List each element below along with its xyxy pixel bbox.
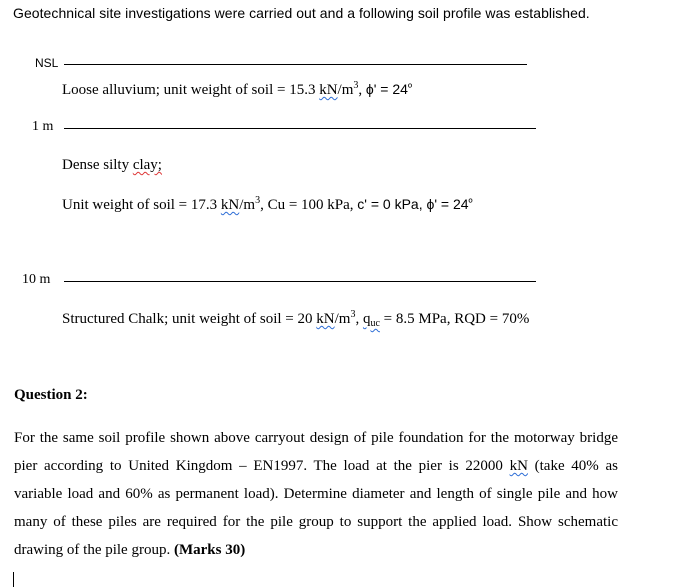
ground-level-line [64, 64, 527, 65]
layer2-description: Unit weight of soil = 17.3 $kN/m^3$, Cu = 100 kPa, c' = 0 kPa, $\phi' = 24^º$ [62, 195, 473, 213]
question-heading: Question 2: [14, 387, 88, 403]
depth-label-10m: 10 m [22, 272, 51, 287]
intro-text: Geotechnical site investigations were carried out and a following soil profile was established. [13, 5, 590, 21]
question-body: For the same soil profile shown above carryout design of pile foundation for the motorway bridge pier according to United Kingdom – EN1997. The load at the pier is 22000 kN (take 40% as variable load and 60% as permanent load). Determine diameter and length of single pile and how many of these piles are required for the pile group to support the applied load. Show schematic drawing of the pile group. (Marks 30) [14, 430, 619, 558]
text-cursor [13, 572, 14, 587]
layer-boundary-10m [64, 281, 536, 282]
layer1-description: Loose alluvium; unit weight of soil = 15.3 $kN/m^3$, $\phi' = 24^º$ [62, 80, 412, 98]
nsl-label: NSL [35, 56, 59, 70]
layer2-title: Dense silty clay; [62, 157, 162, 173]
layer3-description: Structured Chalk; unit weight of soil = 20 $kN/m^3$, $q_{uc} = 8.5$ MPa, RQD = 70% [62, 309, 530, 329]
depth-label-1m: 1 m [32, 119, 54, 134]
layer-boundary-1m [64, 128, 536, 129]
marks-label: (Marks 30) [173, 542, 246, 558]
